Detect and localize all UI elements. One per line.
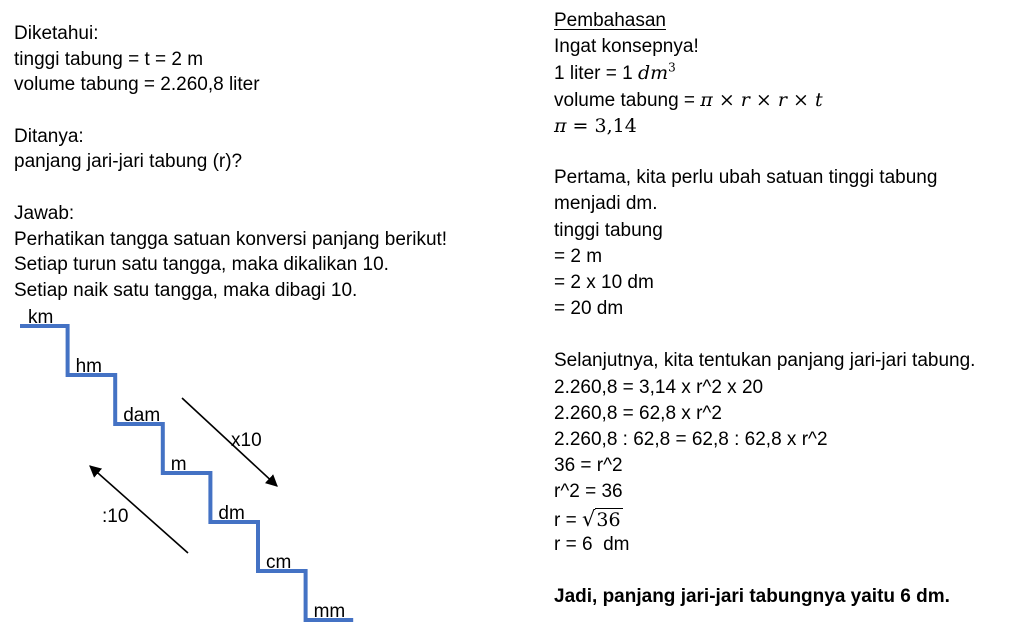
right-line-6: [554, 165, 1019, 191]
text-segment: Pertama, kita perlu ubah satuan tinggi tabung: [554, 167, 938, 189]
right-line-0: [554, 8, 1019, 34]
text-segment: dm: [637, 62, 669, 85]
right-line-2: [554, 60, 1019, 86]
step-label-cm: cm: [266, 552, 292, 573]
text-segment: Jadi, panjang jari-jari tabungnya yaitu 6 dm.: [554, 586, 950, 608]
right-line-9: [554, 244, 1019, 270]
text-segment: = 20 dm: [554, 298, 624, 320]
text-segment: Diketahui:: [14, 23, 99, 44]
text-segment: = 2 x 10 dm: [554, 271, 654, 293]
right-line-20: [554, 532, 1019, 558]
text-segment: ×: [749, 88, 778, 111]
right-line-7: [554, 191, 1019, 217]
text-segment: r: [740, 88, 750, 111]
multiply-arrow-label: x10: [231, 430, 262, 451]
text-segment: panjang jari-jari tabung (r)?: [14, 151, 243, 173]
right-line-1: [554, 34, 1019, 60]
staircase-step-labels: [28, 307, 345, 622]
right-line-19: [554, 506, 1019, 532]
step-label-mm: mm: [313, 601, 346, 622]
text-segment: Ingat konsepnya!: [554, 36, 699, 58]
right-line-8: [554, 218, 1019, 244]
text-segment: tinggi tabung: [554, 219, 663, 241]
right-line-12: [554, 322, 1019, 348]
text-segment: 36: [596, 508, 621, 531]
step-label-dm: dm: [218, 503, 245, 524]
text-segment: menjadi dm.: [554, 193, 658, 215]
text-segment: Perhatikan tangga satuan konversi panjang berikut!: [14, 228, 448, 250]
step-label-km: km: [28, 307, 54, 328]
text-segment: r =: [554, 509, 582, 531]
right-line-13: [554, 348, 1019, 374]
text-segment: 2.260,8 : 62,8 = 62,8 : 62,8 x r^2: [554, 429, 828, 450]
right-line-16: [554, 427, 1019, 453]
text-segment: Jawab:: [14, 202, 75, 224]
step-label-dam: dam: [123, 405, 161, 426]
text-segment: ×: [712, 88, 741, 111]
right-line-17: [554, 453, 1019, 479]
text-segment: volume tabung =: [554, 89, 701, 111]
text-segment: Ditanya:: [14, 125, 84, 147]
text-segment: r: [777, 88, 787, 111]
right-line-3: [554, 87, 1019, 113]
text-segment: tinggi tabung = t = 2 m: [14, 48, 204, 70]
right-line-15: [554, 401, 1019, 427]
text-segment: 1 liter = 1: [554, 63, 638, 85]
text-segment: 2.260,8 = 62,8 x r^2: [554, 402, 722, 424]
text-segment: Setiap naik satu tangga, maka dibagi 10.: [14, 279, 358, 301]
right-line-5: [554, 139, 1019, 165]
right-column: [554, 8, 1019, 610]
text-segment: 2.260,8 = 3,14 x r^2 x 20: [554, 376, 764, 398]
step-label-hm: hm: [75, 356, 103, 377]
divide-arrow-label: :10: [102, 506, 129, 527]
text-segment: π: [700, 88, 713, 111]
right-line-21: [554, 558, 1019, 584]
right-line-4: [554, 113, 1019, 139]
text-segment: = 2 m: [554, 245, 603, 267]
text-segment: 3: [668, 61, 676, 76]
right-line-10: [554, 270, 1019, 296]
text-segment: = 3,14: [566, 114, 637, 137]
text-segment: Selanjutnya, kita tentukan panjang jari-jari tabung.: [554, 350, 976, 372]
text-segment: r^2 = 36: [554, 481, 623, 503]
text-segment: Setiap turun satu tangga, maka dikalikan 10.: [14, 254, 389, 276]
right-line-22: [554, 584, 1019, 610]
text-segment: Pembahasan: [554, 10, 666, 31]
right-line-11: [554, 296, 1019, 322]
step-label-m: m: [170, 454, 187, 475]
text-segment: √: [581, 506, 596, 531]
right-line-14: [554, 375, 1019, 401]
text-segment: t: [814, 88, 823, 111]
text-segment: ×: [786, 88, 815, 111]
text-segment: volume tabung = 2.260,8 liter: [14, 74, 260, 96]
text-segment: π: [554, 114, 567, 137]
text-segment: r = 6 dm: [554, 533, 630, 555]
right-line-18: [554, 479, 1019, 505]
text-segment: 36 = r^2: [554, 455, 623, 477]
